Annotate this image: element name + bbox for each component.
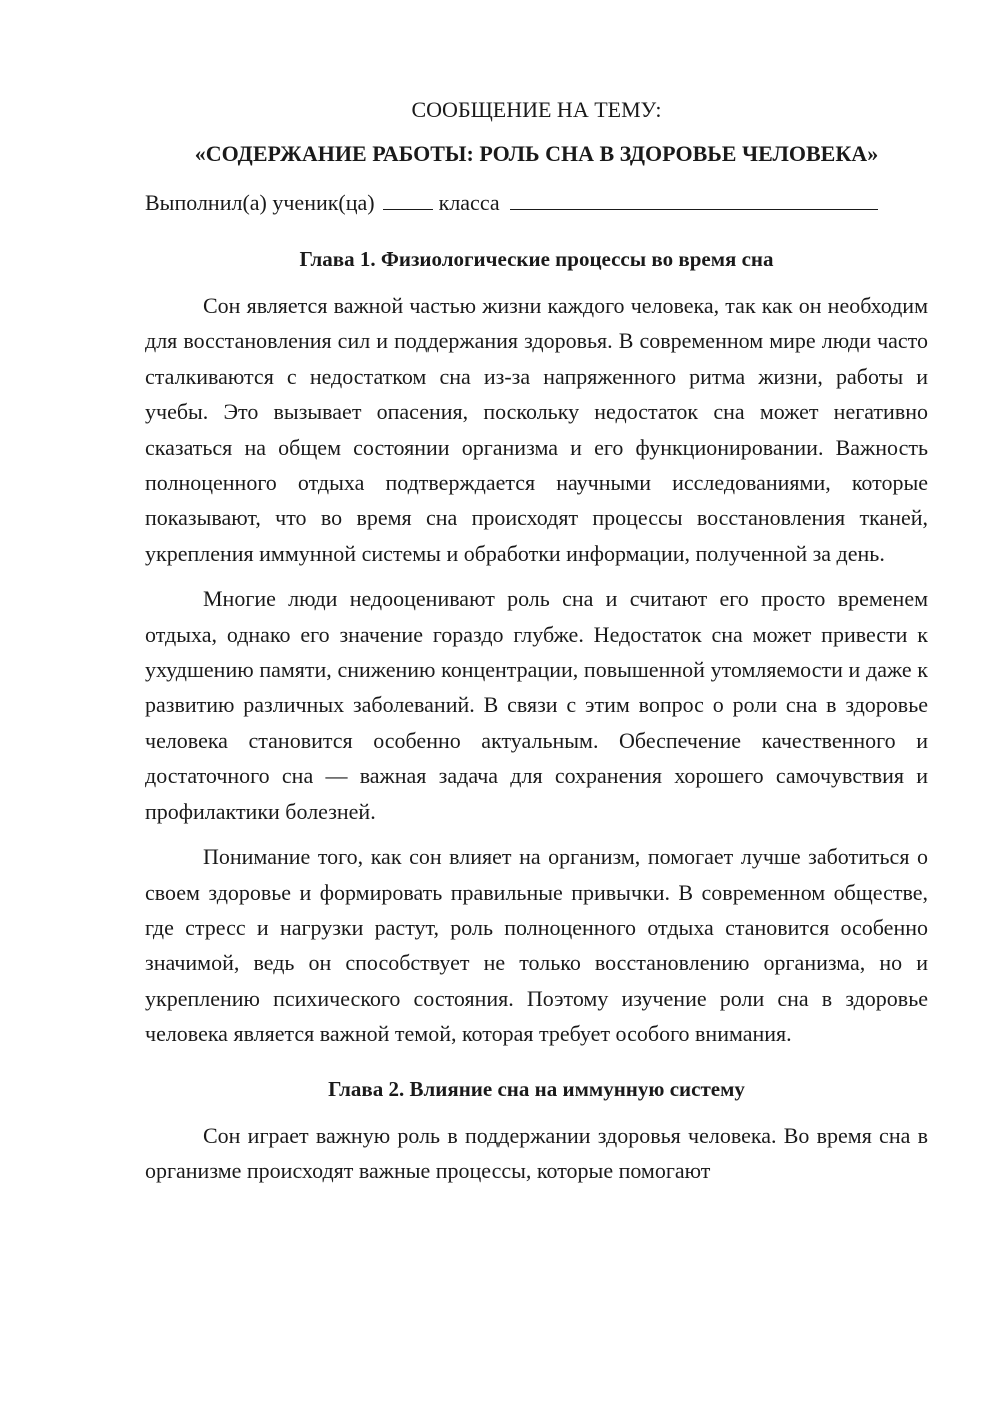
author-name-blank [510,187,878,210]
document-page [145,95,928,1189]
chapter-1-paragraph-2: Многие люди недооценивают роль сна и считают его просто временем отдыха, однако его значение гораздо глубже. Недостаток сна может привести к ухудшению памяти, снижению концентрации, повышенной утомляемости и даже к развитию различных заболеваний. В связи с этим вопрос о роли сна в здоровье человека становится особенно актуальным. Обеспечение качественного и достаточного сна — важная задача для сохранения хорошего самочувствия и профилактики болезней. [145,586,928,824]
author-prefix: Выполнил(а) ученик(ца) [145,190,375,215]
class-label: класса [438,190,500,215]
class-number-blank [383,187,433,210]
chapter-2-heading: Глава 2. Влияние сна на иммунную систему [328,1076,745,1101]
author-line [145,187,928,218]
chapter-2-paragraph-1: Сон играет важную роль в поддержании здоровья человека. Во время сна в организме происходят важные процессы, которые помогают [145,1122,928,1183]
document-title-line-2: «СОДЕРЖАНИЕ РАБОТЫ: РОЛЬ СНА В ЗДОРОВЬЕ ЧЕЛОВЕКА» [194,141,879,166]
chapter-1-paragraph-3: Понимание того, как сон влияет на организм, помогает лучше заботиться о своем здоровье и формировать правильные привычки. В современном обществе, где стресс и нагрузки растут, роль полноценного отдыха становится особенно значимой, ведь он способствует не только восстановлению организма, но и укреплению психического состояния. Поэтому изучение роли сна в здоровье человека является важной темой, которая требует особого внимания. [145,844,928,1047]
chapter-1-paragraph-1: Сон является важной частью жизни каждого человека, так как он необходим для восстановления сил и поддержания здоровья. В современном мире люди часто сталкиваются с недостатком сна из-за напряженного ритма жизни, работы и учебы. Это вызывает опасения, поскольку недостаток сна может негативно сказаться на общем состоянии организма и его функционировании. Важность полноценного отдыха подтверждается научными исследованиями, которые показывают, что во время сна происходят процессы восстановления тканей, укрепления иммунной системы и обработки информации, полученной за день. [145,293,928,566]
chapter-1-heading: Глава 1. Физиологические процессы во время сна [299,247,774,271]
document-title-line-1: СООБЩЕНИЕ НА ТЕМУ: [411,97,662,122]
